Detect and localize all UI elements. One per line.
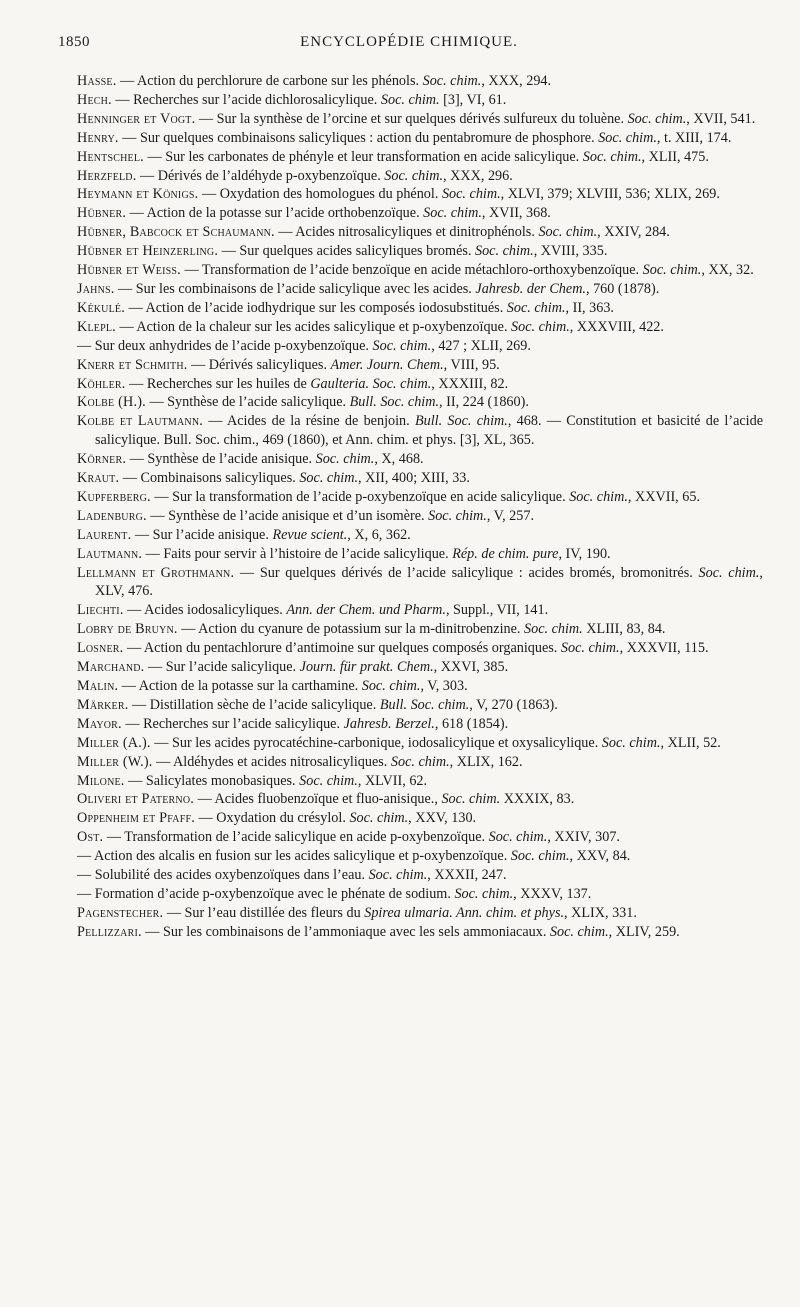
entry-ref: , XXV, 84. — [569, 848, 631, 865]
entry-ref: XXXIX, 83. — [500, 791, 575, 808]
entry-journal: Soc. chim. — [384, 167, 444, 184]
entry-journal: Soc. chim. — [601, 734, 661, 751]
entry-author: Losner. — [77, 640, 124, 657]
entry-ref: , XLIV, 259. — [608, 923, 680, 940]
entry-title: — Formation d’acide p-oxybenzoïque avec le phénate de sodium. — [77, 885, 455, 902]
entry-journal: Soc. chim. — [441, 791, 501, 808]
entry-ref: , V, 257. — [486, 507, 534, 524]
entry-title: — Sur quelques combinaisons salicyliques : action du pentabromure de phosphore. — [118, 129, 599, 146]
entry-journal: Soc. chim. — [627, 110, 687, 127]
entry-author: Hübner et Heinzerling. — [77, 243, 219, 260]
entry-author: Lellmann et Grothmann. — [77, 564, 235, 581]
entry-ref: , XXXII, 247. — [427, 867, 507, 884]
entry-title: — Sur l’acide salicylique. — [144, 659, 300, 676]
entry-author: Kolbe (H.). — [77, 394, 146, 411]
bibliography-entry — [77, 242, 763, 261]
entry-author: Henry. — [77, 129, 119, 146]
bibliography-entry — [77, 72, 763, 91]
entry-ref: , 760 (1878). — [585, 280, 660, 297]
entry-title: — Acides fluobenzoïque et fluo-anisique., — [194, 791, 442, 808]
entry-title: — Sur la synthèse de l’orcine et sur quelques dérivés sulfureux du toluène. — [195, 110, 628, 127]
entry-title: — Dérivés de l’aldéhyde p-oxybenzoïque. — [136, 167, 385, 184]
bibliography-entry — [77, 356, 763, 375]
entry-journal: Revue scient. — [272, 526, 348, 543]
entry-author: Hentschel. — [77, 148, 144, 165]
entry-journal: Bull. Soc. chim. — [414, 413, 508, 430]
entry-journal: Soc. chim. — [538, 224, 598, 241]
bibliography-entry — [77, 223, 763, 242]
entry-title: — Solubilité des acides oxybenzoïques dans l’eau. — [77, 867, 369, 884]
entry-ref: , XLVI, 379; XLVIII, 536; XLIX, 269. — [500, 186, 720, 203]
entry-ref: XLIII, 83, 84. — [582, 621, 666, 638]
bibliography-entry — [77, 299, 763, 318]
bibliography-entry — [77, 469, 763, 488]
bibliography-entry — [77, 526, 763, 545]
entry-author: Pellizzari. — [77, 923, 142, 940]
entry-ref: , XVII, 368. — [481, 205, 551, 222]
entry-title: — Sur l’eau distillée des fleurs du — [163, 904, 365, 921]
entry-title: — Sur les combinaisons de l’acide salicylique avec les acides. — [114, 280, 476, 297]
entry-journal: Soc. chim. — [488, 829, 548, 846]
entry-author: Mayor. — [77, 715, 122, 732]
entry-author: Marchand. — [77, 659, 145, 676]
entry-ref: , XLVII, 62. — [357, 772, 428, 789]
bibliography-entry — [77, 545, 763, 564]
entry-title: — Action des alcalis en fusion sur les acides salicylique et p-oxybenzoïque. — [77, 848, 511, 865]
entry-title: — Sur les carbonates de phényle et leur transformation en acide salicylique. — [143, 148, 583, 165]
entry-title: — Synthèse de l’acide anisique et d’un isomère. — [146, 507, 429, 524]
entry-journal: Soc. chim. — [361, 678, 421, 694]
entry-author: Lobry de Bruyn. — [77, 621, 178, 638]
bibliography-entry — [77, 280, 763, 299]
entry-author: Lautmann. — [77, 545, 143, 562]
entry-title: — Recherches sur l’acide salicylique. — [121, 715, 344, 732]
entry-author: Ladenburg. — [77, 507, 147, 524]
bibliography-entry — [77, 375, 763, 394]
entry-ref: , 427 ; XLII, 269. — [431, 337, 531, 354]
entry-ref: , t. XIII, 174. — [656, 129, 732, 146]
entry-title: — Acides nitrosalicyliques et dinitrophénols. — [274, 224, 539, 241]
entry-title: — Action du perchlorure de carbone sur les phénols. — [116, 73, 423, 89]
bibliography-entry — [77, 488, 763, 507]
entry-ref: , XXXV, 137. — [513, 885, 592, 902]
entry-title: — Synthèse de l’acide anisique. — [126, 451, 316, 468]
entry-ref: , XLV, 476. — [95, 564, 763, 600]
entry-author: Körner. — [77, 451, 127, 468]
entry-author: Märker. — [77, 696, 129, 713]
bibliography-entry — [77, 620, 763, 639]
entry-ref: , 468. — Constitution et basicité de l’acide salicylique. Bull. Soc. chim., 469 (1860), et Ann. chim. et phys. [3], XL, 365. — [95, 413, 763, 449]
bibliography-entry — [77, 885, 763, 904]
entry-author: Kraut. — [77, 470, 120, 487]
bibliography-entry — [77, 866, 763, 885]
entry-ref: , XXXVIII, 422. — [569, 318, 664, 335]
bibliography-entry — [77, 318, 763, 337]
entry-journal: Soc. chim. — [510, 848, 570, 865]
entry-author: Kupferberg. — [77, 488, 151, 505]
page-header — [58, 34, 760, 56]
entry-author: Heymann et Königs. — [77, 186, 199, 203]
bibliography-entry — [77, 450, 763, 469]
entry-author: Klepl. — [77, 318, 116, 335]
entry-title: — Sur quelques acides salicyliques bromés. — [218, 243, 475, 260]
running-title: ENCYCLOPÉDIE CHIMIQUE. — [300, 34, 518, 50]
entry-ref: , IV, 190. — [558, 545, 611, 562]
entry-title: — Acides iodosalicyliques. — [123, 602, 287, 619]
entry-author: Hübner, Babcock et Schaumann. — [77, 224, 275, 241]
bibliography-entry — [77, 847, 763, 866]
bibliography-entry — [77, 923, 763, 942]
entry-title: — Salicylates monobasiques. — [124, 772, 300, 789]
bibliography-entry — [77, 772, 763, 791]
bibliography-entry — [77, 790, 763, 809]
bibliography-entry — [77, 677, 763, 696]
entry-journal: Soc. chim. — [569, 488, 628, 505]
entry-title: — Transformation de l’acide salicylique en acide p-oxybenzoïque. — [103, 829, 489, 846]
entry-ref: , XXVI, 385. — [433, 659, 509, 676]
entry-title: — Sur deux anhydrides de l’acide p-oxybenzoïque. — [77, 337, 373, 354]
entry-title: — Sur les acides pyrocatéchine-carbonique, iodosalicylique et oxysalicylique. — [150, 734, 602, 751]
bibliography-entry — [77, 809, 763, 828]
entry-author: Knerr et Schmith. — [77, 356, 188, 373]
entry-ref: [3], VI, 61. — [439, 91, 507, 108]
bibliography-entry — [77, 261, 763, 280]
entry-journal: Soc. chim. — [642, 262, 702, 279]
bibliography-entry — [77, 148, 763, 167]
entry-ref: , Suppl., VII, 141. — [445, 602, 549, 619]
entry-author: Jahns. — [77, 280, 115, 297]
entry-ref: , XLII, 52. — [660, 734, 721, 751]
entry-ref: , XXX, 294. — [481, 73, 552, 89]
entry-journal: Jahresb. der Chem. — [475, 280, 586, 297]
entry-journal: Soc. chim. — [380, 91, 440, 108]
bibliography-list — [77, 72, 763, 942]
entry-journal: Soc. chim. — [390, 753, 450, 770]
entry-journal: Soc. chim. — [441, 186, 501, 203]
bibliography-entry — [77, 715, 763, 734]
entry-title: — Faits pour servir à l’histoire de l’acide salicylique. — [142, 545, 453, 562]
entry-ref: , XVIII, 335. — [533, 243, 608, 260]
entry-author: Liechti. — [77, 602, 124, 619]
entry-title: — Transformation de l’acide benzoïque en acide métachloro-orthoxybenzoïque. — [180, 262, 643, 279]
bibliography-entry — [77, 658, 763, 677]
entry-journal: Soc. chim. — [299, 772, 358, 789]
entry-ref: , XLIX, 331. — [564, 904, 637, 921]
entry-title: — Aldéhydes et acides nitrosalicyliques. — [152, 753, 391, 770]
entry-ref: , XLII, 475. — [641, 148, 709, 165]
entry-journal: Soc. chim. — [698, 564, 760, 581]
entry-journal: Soc. chim. — [549, 923, 609, 940]
entry-ref: , II, 363. — [565, 299, 614, 316]
entry-title: — Action du pentachlorure d’antimoine sur quelques composés organiques. — [123, 640, 561, 657]
entry-title: — Action du cyanure de potassium sur la m-dinitrobenzine. — [177, 621, 525, 638]
entry-journal: Soc. chim. — [423, 205, 482, 222]
entry-ref: , X, 468. — [374, 451, 424, 468]
entry-journal: Soc. chim. — [506, 299, 566, 316]
bibliography-entry — [77, 601, 763, 620]
entry-journal: Soc. chim. — [474, 243, 534, 260]
entry-journal: Soc. chim. — [315, 451, 375, 468]
bibliography-entry — [77, 734, 763, 753]
bibliography-entry — [77, 167, 763, 186]
entry-title: — Dérivés salicyliques. — [187, 356, 331, 373]
entry-title: — Distillation sèche de l’acide salicylique. — [128, 696, 380, 713]
entry-title: — Sur l’acide anisique. — [131, 526, 273, 543]
entry-ref: , XVII, 541. — [686, 110, 756, 127]
entry-author: Ost. — [77, 829, 104, 846]
entry-journal: Soc. chim. — [524, 621, 583, 638]
bibliography-entry — [77, 91, 763, 110]
bibliography-entry — [77, 110, 763, 129]
bibliography-entry — [77, 412, 763, 450]
entry-journal: Soc. chim. — [454, 885, 514, 902]
entry-title: — Action de la potasse sur l’acide orthobenzoïque. — [126, 205, 424, 222]
entry-ref: , V, 303. — [420, 678, 468, 694]
entry-author: Laurent. — [77, 526, 132, 543]
entry-journal: Rép. de chim. pure — [452, 545, 559, 562]
bibliography-entry — [77, 696, 763, 715]
entry-ref: , XII, 400; XIII, 33. — [358, 470, 470, 487]
bibliography-entry — [77, 828, 763, 847]
entry-journal: Soc. chim. — [582, 148, 642, 165]
entry-journal: Amer. Journ. Chem. — [330, 356, 444, 373]
entry-journal: Journ. für prakt. Chem. — [299, 659, 434, 676]
entry-author: Malin. — [77, 678, 119, 694]
entry-author: Hübner. — [77, 205, 127, 222]
entry-title: — Action de la potasse sur la carthamine. — [118, 678, 362, 694]
bibliography-entry — [77, 185, 763, 204]
entry-author: Hasse. — [77, 73, 117, 89]
entry-author: Oppenheim et Pfaff. — [77, 810, 195, 827]
entry-journal: Soc. chim. — [511, 318, 570, 335]
bibliography-entry — [77, 639, 763, 658]
entry-author: Hübner et Weiss. — [77, 262, 181, 279]
entry-title: — Oxydation du crésylol. — [194, 810, 350, 827]
entry-ref: , XXIV, 284. — [597, 224, 670, 241]
entry-ref: , X, 6, 362. — [347, 526, 411, 543]
entry-ref: , II, 224 (1860). — [439, 394, 529, 411]
entry-author: Miller (W.). — [77, 753, 153, 770]
entry-author: Kolbe et Lautmann. — [77, 413, 204, 430]
entry-ref: , XXV, 130. — [408, 810, 477, 827]
entry-author: Kékulé. — [77, 299, 125, 316]
bibliography-entry — [77, 393, 763, 412]
entry-author: Oliveri et Paterno. — [77, 791, 195, 808]
entry-title: — Sur quelques dérivés de l’acide salicylique : acides bromés, bromonitrés. — [234, 564, 699, 581]
bibliography-entry — [77, 904, 763, 923]
entry-journal: Soc. chim. — [422, 73, 482, 89]
bibliography-entry — [77, 204, 763, 223]
entry-ref: , V, 270 (1863). — [469, 696, 558, 713]
entry-author: Pagenstecher. — [77, 904, 164, 921]
entry-title: — Sur la transformation de l’acide p-oxybenzoïque en acide salicylique. — [150, 488, 570, 505]
entry-title: — Acides de la résine de benjoin. — [203, 413, 415, 430]
entry-journal: Soc. chim. — [598, 129, 657, 146]
entry-journal: Jahresb. Berzel. — [343, 715, 435, 732]
entry-journal: Soc. chim. — [299, 470, 359, 487]
page-number: 1850 — [58, 34, 90, 50]
entry-author: Henninger et Vogt. — [77, 110, 196, 127]
entry-ref: , XXIV, 307. — [547, 829, 620, 846]
entry-title: — Combinaisons salicyliques. — [119, 470, 300, 487]
entry-ref: , XXVII, 65. — [627, 488, 701, 505]
entry-title: — Recherches sur les huiles de — [125, 375, 311, 392]
entry-ref: , XX, 32. — [701, 262, 754, 279]
entry-title: — Synthèse de l’acide salicylique. — [145, 394, 350, 411]
bibliography-entry — [77, 564, 763, 602]
entry-journal: Gaulteria. Soc. chim. — [310, 375, 432, 392]
entry-author: Köhler. — [77, 375, 126, 392]
entry-journal: Soc. chim. — [368, 867, 428, 884]
entry-title: — Action de l’acide iodhydrique sur les composés iodosubstitués. — [124, 299, 507, 316]
entry-ref: , VIII, 95. — [443, 356, 500, 373]
entry-ref: , 618 (1854). — [434, 715, 509, 732]
bibliography-entry — [77, 753, 763, 772]
entry-journal: Soc. chim. — [560, 640, 620, 657]
entry-journal: Spirea ulmaria. Ann. chim. et phys. — [364, 904, 565, 921]
entry-author: Milone. — [77, 772, 125, 789]
entry-journal: Bull. Soc. chim. — [349, 394, 440, 411]
entry-author: Miller (A.). — [77, 734, 151, 751]
entry-ref: , XXXVII, 115. — [619, 640, 709, 657]
entry-ref: , XLIX, 162. — [449, 753, 523, 770]
entry-title: — Sur les combinaisons de l’ammoniaque avec les sels ammoniacaux. — [141, 923, 550, 940]
bibliography-entry — [77, 129, 763, 148]
entry-journal: Ann. der Chem. und Pharm. — [286, 602, 446, 619]
entry-author: Herzfeld. — [77, 167, 137, 184]
bibliography-entry — [77, 337, 763, 356]
entry-journal: Soc. chim. — [349, 810, 409, 827]
entry-title: — Oxydation des homologues du phénol. — [198, 186, 442, 203]
entry-title: — Recherches sur l’acide dichlorosalicylique. — [111, 91, 381, 108]
entry-author: Hech. — [77, 91, 112, 108]
entry-journal: Soc. chim. — [428, 507, 487, 524]
bibliography-entry — [77, 507, 763, 526]
entry-title: — Action de la chaleur sur les acides salicylique et p-oxybenzoïque. — [115, 318, 512, 335]
entry-ref: , XXXIII, 82. — [431, 375, 509, 392]
entry-journal: Bull. Soc. chim. — [379, 696, 470, 713]
entry-journal: Soc. chim. — [372, 337, 432, 354]
entry-ref: , XXX, 296. — [443, 167, 513, 184]
